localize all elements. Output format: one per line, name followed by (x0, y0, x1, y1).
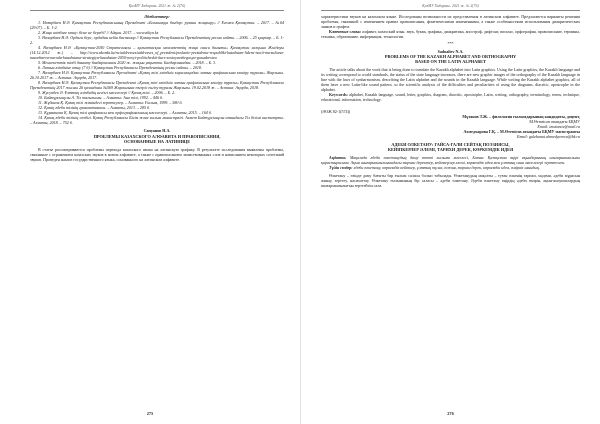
author-info (321, 114, 580, 139)
article-title-line: ОСНОВАННЫЕ НА ЛАТИНИЦЕ (123, 138, 191, 144)
article-title-kz-line: АДЕБИ ОЛКЕТАНУ: ГАЙСА-ГАЛИ СЕЙТАҚ ПОЭЗИЯСЫ, (391, 141, 510, 147)
keywords-label: Ключевые слова: (329, 28, 362, 34)
annotation-kz (321, 155, 580, 165)
abstract-ru: В статье рассматриваются проблемы перехода казахского языка на латинскую графику. В результате исследования выявлены проблемы, связанные с отражением казахских звуков в новом алфавите, а также с правописанием заимствованных слов и написанием некоторых сочетаний звуков. Проведен анализ государственного языка, основанного на латинском алфавите. (30, 146, 284, 163)
article-title-en-line: PROBLEMS OF THE KAZAKH ALPHABET AND ORTHOGRAPHY (384, 53, 517, 59)
article-title-en-line: BASED ON THE LATIN ALPHABET (415, 58, 486, 64)
reference-item: 2. Жаңа әліпбиге көшу: бізге не береді? // Айқын. 2017. – www.aikyn.kz (38, 29, 159, 35)
abstract-ru-continued: характеристики звуков на казахском языке. Исследованы возможности их представления в латинском алфавите. Предлагаются варианты решения проблемы, связанной с изменением правил правописания, фонетическими изменениями, а также особенностями использования диакритических знаков и графем. (321, 13, 580, 29)
keywords-text: әдеби өлкетану, көркемдік кейіпкер, ұлттық тұлға, поэзия, тарихи дерек, көркемдік идея, өмірлік шындық. (353, 165, 540, 171)
article-author-en: Sadualiev N.A. (437, 48, 464, 54)
author-line: Ахмедъярова Г.Қ. – М.Өтемісов атындағы БҚМУ магистранты (463, 128, 580, 134)
annotation-text: Мақалада әдеби өлкетанудың даму өзекті ғылыми мәселесі, Батыс Қазақстан өңірі ақындарының шығармашылығы қарастырылған. Ақын шығармашылығындағы тарихи деректер, кейіпкерлер әлемі, көркемдік идея мен ұлттық сана мәселелері зерттелген. (321, 155, 580, 166)
reference-item: 1. Назарбаев Н.Ә. Қазақстан Республикасының Президенті «Болашаққа бағдар: рухани жаңғыру» // Егемен Қазақстан. – 2017. – №64 (29.07). – Б. 1-2. (30, 19, 284, 30)
author-line: Мұтанов Т.Ж. – филология ғылымдарының кандидаты, доцент, (462, 113, 580, 119)
running-header: ҚазМУ Хабаршы. 2021 ж. № 2(76) (321, 4, 580, 11)
annotation-label: Аңдатпа. (329, 155, 347, 161)
abstract-en: The article talks about the work that is being done to translate the Kazakh alphabet into Latin graphics. Using the Latin graphics, the Kazakh language and its writing correspond to world standards, the status of the state language increases, there are new graphic images of the orthography of the Kazakh language in line with the laws of synharmonism, describing the Latin alphabet and the sounds in the Kazakh language. While writing the Kazakh alphabet graphics, all of them have a new Latin-like sound pattern, so the scientific analysis of the difficulties and peculiarities of using the diagrams, diacritic, apostrophe in the alphabet. (321, 67, 580, 93)
article-author: Сапуанов Н.А. (143, 128, 171, 134)
reference-item: 4. Назарбаев Н.Ә. «Қазақстан-2050 Стратегиясы – қалыптасқан мемлекеттің жаңа саяси бағыты» Қазақстан халқына Жолдауы (14.12.2012 ж.) – http://www.akorda.kz/ru/addresses/addresses_of_president/poslanie-prezidenta-respubliki-kazahstan-lidera-nacii-nursultana-nazarbaeva-narodu-kazahstana-strategiya-kazahstan-2050-novyi-politicheskii-kurs-sostoyavshegosya-gosudarstva (30, 44, 284, 60)
keywords-en (321, 92, 580, 102)
reference-item: 8. Назарбаев Н.Ә. Қазақстан Республикасы Президенті «Қазақ тілі әліпбиін латын графикасына көшіру туралы» Қазақстан Республикасы Президентінің 2017 жылғы 26 қазандағы №569 Жарлығына өзгеріс енгізу туралы Жарлығы. 19.02.2018 ж. – Астана: Ақорда, 2018. (30, 80, 284, 91)
keywords-label: Түйін сөздер: (329, 165, 353, 171)
reference-item: 3. Назарбаев Н.Ә. Ордаға берс, ордадан кейін басталар // Қазақстан Республикасы Президентінің ресми сайты. – 2006. – 25 қаңтар. – Б. 1-2. (30, 34, 284, 45)
reference-item: 13. Құрманова Қ. Қазақ тілі графикасы мен орфографиясының мәселелері. – Алматы, 2015. – 164 б. (38, 110, 212, 116)
keywords-ru (321, 29, 580, 39)
keywords-text: алфавит, казахский язык, звук, буква, графика, диакритика, апостроф, дифтонг, письмо, орфография, правописание, термины, техника, образование, информация, технологии. (321, 28, 580, 39)
article-title-line: ПРОБЛЕМЫ КАЗАХСКОГО АЛФАВИТА И ПРАВОПИСАНИЯ, (93, 133, 221, 139)
reference-item: 12. Қазақ әдеби тілінің грамматикасы. – Алматы, 2013. – 285 б. (38, 105, 151, 111)
reference-list (30, 20, 284, 126)
author-affiliation: М.Өтемісов атындағы БҚМУ (529, 118, 580, 124)
page-number: 276 (447, 411, 454, 416)
references-heading: Әдебиеттер: (144, 13, 170, 19)
keywords-label: Keywords: (329, 92, 348, 98)
section-divider: *** (447, 40, 454, 46)
running-header: ҚазМУ Хабаршы. 2021 ж. № 2(76) (30, 4, 284, 11)
reference-item: 7. Назарбаев Н.Ә. Қазақстан Республикасы Президенті «Қазақ тілі әліпбиін кириллицадан латын графикасына көшіру туралы» Жарлығы. 26.10.2017 ж. – Астана: Ақорда, 2017. (30, 69, 284, 81)
page-number: 275 (146, 411, 154, 416)
reference-item: 5. Мемлекеттік тілді дамыту бағдарламасы 2020 ж. жақын уақытта. Бағдарламадан. – 2018. – Б. 3. (38, 59, 217, 65)
udc-code: (ӘОЖ 82-1(574)) (321, 108, 351, 114)
body-kz: Өлкетану – өзінде даму бағыты бар ғылым саласы болып табылады. Өлкетанудың мақсаты – туған өлкенің тарихи, мәдени, әдеби мұрасын жинау, зерттеу, насихаттау. Өлкетану ғылымының бір саласы – әдеби өлкетану. Әдеби өлкетану өңірдің әдеби өмірін, ақын-жазушылардың шығармашылығын зерттейтін сала. (321, 173, 580, 189)
author-email: Email: tmutanov@mail.ru (537, 123, 580, 129)
reference-item: 14. Қазақ әдеби тілінің сөздігі. Қазақ Республикасы Білім және ғылым министрлігі. Ахмет Байтұрсынұлы атындағы Тіл білімі институты. – Алматы, 2018. – 752 б. (30, 115, 284, 126)
reference-item: 9. Жусупбек Ә. Ұлттық әліпбидің негізгі мәселелері // Қазақ тілі. – 2006. – Б. 2. (38, 90, 176, 96)
reference-item: 10. Байтұрсынұлы А. Тіл тағылымы. – Алматы: Ана тілі, 1992. – 446 б. (38, 95, 164, 101)
right-page (300, 0, 600, 424)
keywords-text: alphabet, Kazakh language, sound, letter, graphics, diagram, diacritic, apostrophe, Latin, writing, orthography, terminology, terms, technique, educational, information, technology. (321, 92, 580, 103)
author-email: Email: gulzhanat.ahmedyarova@bk.ru (516, 133, 580, 139)
reference-item: 11. Жұбанов Қ. Қазақ тілі жөніндегі зерттеулер. – Алматы: Ғылым, 1999. – 580 б. (38, 100, 183, 106)
article-title-kz-line: КЕЙІПКЕРЛЕР ӘЛЕМІ, ТАРИХИ ДЕРЕК, КӨРКЕМДІК ИДЕЯ (387, 147, 514, 152)
reference-item: 6. Латын әліпбиіне көшу (7 б) // Қазақстан Республикасы Президентінің ресми сайты. – 2018. (38, 64, 202, 70)
